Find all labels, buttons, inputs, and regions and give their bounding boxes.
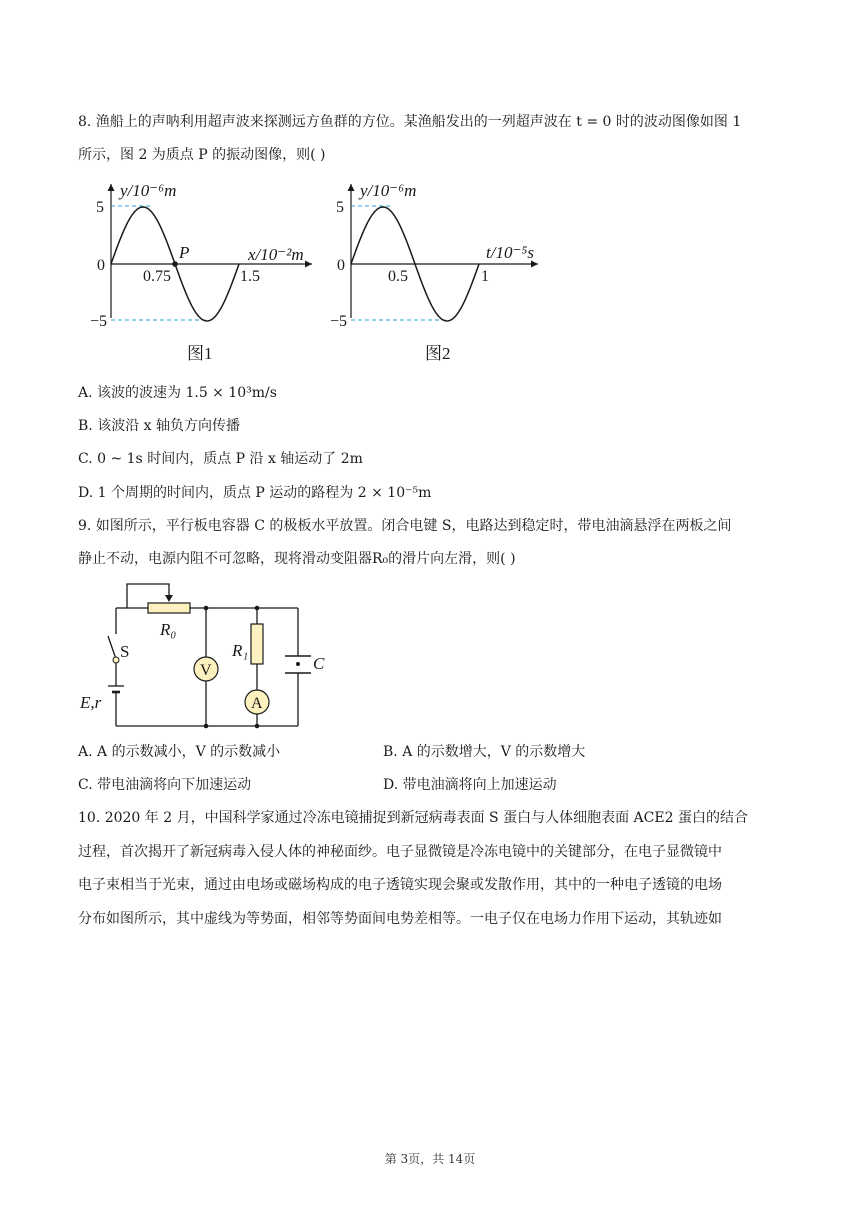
rheostat-label: R₀ (160, 620, 177, 639)
q9-stem-line-2: 静止不动，电源内阻不可忽略，现将滑动变阻器R₀的滑片向左滑，则( ) (78, 551, 516, 567)
ammeter-label: A (251, 695, 263, 712)
fig2-x-axis-label: t/10⁻⁵s (486, 243, 534, 262)
vibration-graph-figure-2 (320, 178, 550, 368)
switch-label: S (120, 642, 130, 661)
circuit-diagram (78, 578, 348, 733)
q10-line-1: 10. 2020 年 2 月，中国科学家通过冷冻电镜捕捉到新冠病毒表面 S 蛋白与人体细胞表面 ACE2 蛋白的结合 (78, 810, 748, 826)
fig2-x-tick-2: 1 (481, 268, 489, 285)
q8-option-b: B. 该波沿 x 轴负方向传播 (78, 418, 240, 434)
q9-option-d: D. 带电油滴将向上加速运动 (383, 777, 557, 793)
q8-stem-line-1: 8. 渔船上的声呐利用超声波来探测远方鱼群的方位。某渔船发出的一列超声波在 t = 0 时的波动图像如图 1 (78, 114, 742, 130)
wave-graph-figure-1 (80, 178, 320, 368)
q9-option-a: A. A 的示数减小，V 的示数减小 (78, 744, 281, 760)
fig1-caption: 图1 (187, 344, 213, 363)
fig1-y-max: 5 (96, 199, 104, 216)
page-footer: 第 3页，共 14页 (384, 1152, 476, 1166)
fig1-point-p: P (179, 243, 190, 262)
fig2-origin: 0 (337, 257, 345, 274)
resistor-label: R₁ (232, 641, 249, 660)
q9-option-b: B. A 的示数增大，V 的示数增大 (383, 744, 586, 760)
fig1-x-axis-label: x/10⁻²m (248, 245, 304, 264)
q10-line-2: 过程，首次揭开了新冠病毒入侵人体的神秘面纱。电子显微镜是冷冻电镜中的关键部分，在电子显微镜中 (78, 844, 722, 860)
q8-option-d: D. 1 个周期的时间内，质点 P 运动的路程为 2 × 10⁻⁵m (78, 485, 432, 501)
q9-option-c: C. 带电油滴将向下加速运动 (78, 777, 252, 793)
q8-option-a: A. 该波的波速为 1.5 × 10³m/s (78, 385, 277, 401)
fig2-caption: 图2 (425, 344, 451, 363)
fig1-x-tick-2: 1.5 (240, 268, 260, 285)
fig1-y-axis-label: y/10⁻⁶m (120, 181, 177, 200)
fig2-y-axis-label: y/10⁻⁶m (360, 181, 417, 200)
voltmeter-label: V (200, 662, 212, 679)
capacitor-label: C (313, 654, 325, 673)
fig1-origin: 0 (97, 257, 105, 274)
q10-line-4: 分布如图所示，其中虚线为等势面，相邻等势面间电势差相等。一电子仅在电场力作用下运动，其轨迹如 (78, 911, 722, 927)
fig1-x-tick-1: 0.75 (143, 268, 171, 285)
fig2-y-max: 5 (336, 199, 344, 216)
q10-line-3: 电子束相当于光束，通过由电场或磁场构成的电子透镜实现会聚或发散作用，其中的一种电子透镜的电场 (78, 877, 722, 893)
fig1-y-min: −5 (90, 313, 108, 330)
q8-stem-line-2: 所示，图 2 为质点 P 的振动图像，则( ) (78, 147, 326, 163)
source-label: E,r (80, 693, 102, 712)
fig2-x-tick-1: 0.5 (388, 268, 408, 285)
q8-option-c: C. 0 ~ 1s 时间内，质点 P 沿 x 轴运动了 2m (78, 451, 363, 467)
q9-stem-line-1: 9. 如图所示，平行板电容器 C 的极板水平放置。闭合电键 S，电路达到稳定时，带电油滴悬浮在两板之间 (78, 518, 732, 534)
fig2-y-min: −5 (330, 313, 348, 330)
